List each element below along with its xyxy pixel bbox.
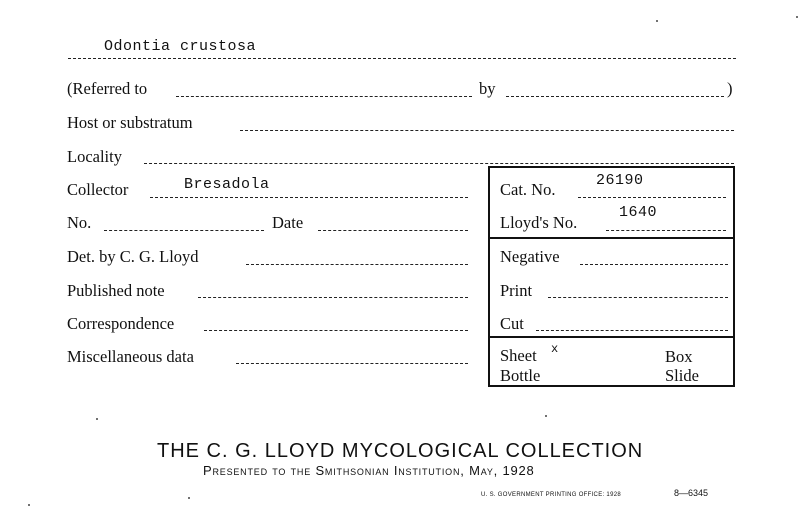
by-line xyxy=(506,96,724,97)
box-right-border xyxy=(733,166,735,386)
box-top-border xyxy=(488,166,735,168)
collector-line xyxy=(150,197,468,198)
scan-speck xyxy=(656,20,658,22)
lloyds-no-line xyxy=(606,230,726,231)
slide-label: Slide xyxy=(665,366,699,385)
specimen-name: Odontia crustosa xyxy=(104,38,257,55)
print-line xyxy=(548,297,728,298)
box-label: Box xyxy=(665,347,693,366)
form-number: 8—6345 xyxy=(674,488,709,498)
printing-office-note: U. S. GOVERNMENT PRINTING OFFICE: 1928 xyxy=(481,492,621,498)
scan-speck xyxy=(188,497,190,499)
correspondence-label: Correspondence xyxy=(67,314,175,333)
cat-no-value: 26190 xyxy=(596,172,644,189)
published-note-label: Published note xyxy=(67,281,165,300)
bottle-label: Bottle xyxy=(500,366,541,385)
presented-subtitle: Presented to the Smithsonian Institution, May, 1928 xyxy=(203,463,535,478)
host-label: Host or substratum xyxy=(67,113,193,132)
scan-speck xyxy=(796,16,798,18)
host-line xyxy=(240,130,734,131)
lloyds-no-label: Lloyd's No. xyxy=(500,213,578,232)
close-paren: ) xyxy=(727,79,733,98)
collector-label: Collector xyxy=(67,180,129,199)
specimen-name-line xyxy=(68,58,736,59)
sheet-label: Sheet xyxy=(500,346,537,365)
box-divider-bottom xyxy=(488,336,735,338)
published-note-line xyxy=(198,297,468,298)
box-divider-top xyxy=(488,237,735,239)
sheet-mark: x xyxy=(551,342,559,356)
negative-label: Negative xyxy=(500,247,560,266)
negative-line xyxy=(580,264,728,265)
box-left-border xyxy=(488,166,490,386)
date-line xyxy=(318,230,468,231)
det-by-label: Det. by C. G. Lloyd xyxy=(67,247,199,266)
det-by-line xyxy=(246,264,468,265)
misc-data-label: Miscellaneous data xyxy=(67,347,194,366)
cat-no-line xyxy=(578,197,726,198)
correspondence-line xyxy=(204,330,468,331)
cut-label: Cut xyxy=(500,314,524,333)
locality-label: Locality xyxy=(67,147,122,166)
scan-speck xyxy=(28,504,30,506)
referred-to-label: (Referred to xyxy=(67,79,148,98)
cut-line xyxy=(536,330,728,331)
date-label: Date xyxy=(272,213,304,232)
collector-value: Bresadola xyxy=(184,176,270,193)
print-label: Print xyxy=(500,281,533,300)
by-label: by xyxy=(479,79,496,98)
no-line xyxy=(104,230,264,231)
scan-speck xyxy=(545,415,547,417)
collection-title: THE C. G. LLOYD MYCOLOGICAL COLLECTION xyxy=(157,440,644,462)
referred-to-line xyxy=(176,96,472,97)
misc-data-line xyxy=(236,363,468,364)
locality-line xyxy=(144,163,734,164)
no-label: No. xyxy=(67,213,92,232)
lloyds-no-value: 1640 xyxy=(619,204,658,221)
cat-no-label: Cat. No. xyxy=(500,180,556,199)
scan-speck xyxy=(96,418,98,420)
